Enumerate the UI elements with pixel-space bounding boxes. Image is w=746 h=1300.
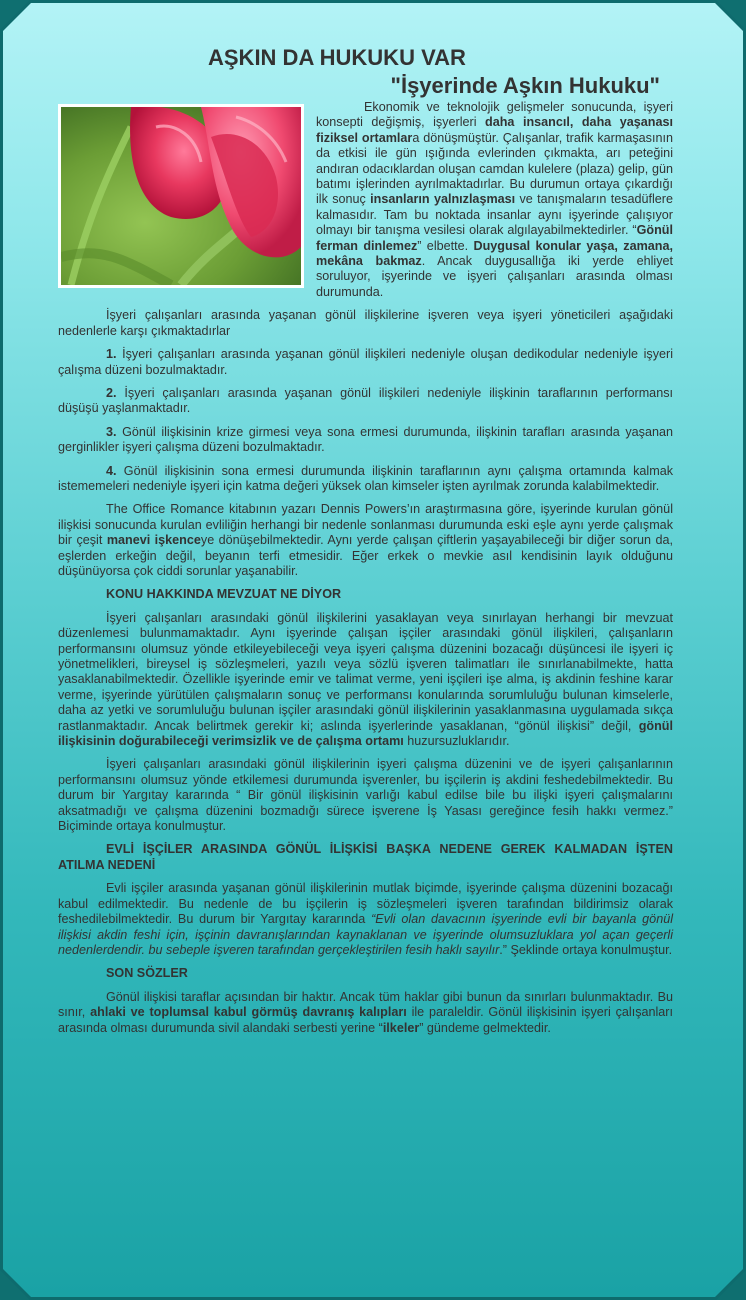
page-subtitle: "İşyerinde Aşkın Hukuku" — [390, 73, 660, 98]
emphasis-text: ilkeler — [382, 1020, 420, 1035]
reason-text: Gönül ilişkisinin krize girmesi veya sona ermesi durumunda, ilişkinin tarafları arasında yaşanan gerginlikler işyeri çalışma düzeni bozulmaktadır. — [58, 424, 673, 455]
emphasis-text: manevi işkence — [106, 533, 201, 548]
reason-text: Gönül ilişkisinin sona ermesi durumunda ilişkinin taraflarının aynı çalışma ortamında kalmak istememeleri nedeniyle işyeri için katma değeri yüksek olan kimseler işten ayrılmak zorunda kalabilmektedir. — [58, 463, 673, 493]
office-romance-paragraph — [58, 502, 673, 579]
section-heading-son: SON SÖZLER — [106, 966, 188, 981]
text-run: Gönül ilişkisi taraflar açısından bir haktır. Ancak tüm haklar gibi bunun da sınırları bulunmaktadır. Bu sınır, — [58, 989, 673, 1020]
evli-paragraph — [58, 881, 673, 958]
rose-image — [61, 107, 301, 285]
text-run: ile paraleldir. Gönül ilişkisinin işyeri çalışanları arasında olması durumunda sivil alandaki serbesti yerine “ — [58, 1005, 673, 1035]
son-paragraph — [58, 990, 673, 1036]
text-run: .” Şeklinde ortaya konulmuştur. — [499, 942, 673, 957]
emphasis-text: insanların yalnızlaşması — [370, 192, 516, 207]
text-run: a dönüşmüştür. Çalışanlar, trafik karmaşasının da etkisi ile gün ışığında evlerinden çıkmakta, arı peteğini andıran odacıklardan oluşan camdan kulelere (plaza) gelip, gün batımı işlerinden ayrılmaktadırlar. Bu durumun ortaya çıkardığı ilk sonuç — [316, 130, 673, 207]
reason-item — [58, 386, 673, 417]
yargitay-paragraph: İşyeri çalışanları arasındaki gönül ilişkilerinin işyeri çalışma düzenini ve de işyeri çalışanlarının performansını olumsuz yönde etkilemesi durumunda işverenler, bu işçilerin iş akdini feshedebilmektedir. Bu durum bir Yargıtay kararında “ Bir gönül ilişkisinin varlığı kabul edilse bile bu ilişki işyeri çalışmalarını aksatmadığı ve çalışma düzenini bozmadığı sürece işverene İş Yasası gereğince fesih hakkı vermez.” Biçiminde ortaya konulmuştur. — [58, 757, 673, 834]
page-title: AŞKIN DA HUKUKU VAR — [208, 45, 466, 70]
reason-item — [58, 347, 673, 378]
text-run: ” gündeme gelmektedir. — [419, 1020, 551, 1035]
emphasis-text: ahlaki ve toplumsal kabul görmüş davranış kalıpları — [90, 1005, 407, 1020]
reason-number: 2. — [106, 385, 117, 400]
text-run: ye dönüşebilmektedir. Aynı yerde çalışan çiftlerin yaşayabileceği bir diğer sorun da, eşlerden erkeğin değil, beyanın terfi etmesidir. Eğer erkek o mevkie asıl kendisinin layık olduğunu düşünüyorsa çok ciddi sorunlar yaşanabilir. — [58, 533, 673, 578]
reasons-list — [58, 347, 673, 494]
text-run: İşyeri çalışanları arasındaki gönül ilişkilerini yasaklayan veya sınırlayan herhangi bir mevzuat düzenlemesi bulunmamaktadır. Aynı işyerinde çalışan işçiler arasındaki gönül ilişkileri, çalışanların performansını olumsuz yönde etkileyebileceği veya işyeri çalışma düzenini bozacağı düşüncesi ile işyeri iç yönetmelikleri, bireysel iş sözleşmeleri, yazılı veya sözlü işveren talimatları ile sınırlanabilmekte, hatta yasaklanabilmektedir. Özellikle işyerinde emir ve talimat verme, yeni işçileri işe alma, iş akdinin feshine karar verme, işyerinde yürütülen çalışmaların sonuç ve performansı konularında sorumluluğu bulunan kimselerle, daha az yetki ve sorumluluğu bulunan işçiler arasındaki gönül ilişkilerinin yasaklanmasına uygulamada sıkça rastlanmaktadır. Ancak belirtmek gerekir ki; aslında işyerlerinde yasaklanan, “gönül ilişkisi” değil, — [58, 610, 673, 733]
reason-number: 4. — [106, 463, 117, 478]
emphasis-text: gönül ilişkisinin doğurabileceği verimsizlik ve de çalışma ortamı — [58, 718, 673, 749]
reason-text: İşyeri çalışanları arasında yaşanan gönül ilişkileri nedeniyle ilişkinin taraflarının performansı düşüşü yaşlanmaktadır. — [58, 385, 673, 416]
text-run: The Office Romance kitabının yazarı Dennis Powers’ın araştırmasına göre, işyerinde kurulan gönül ilişkisi sonucunda kurulan evliliğin herhangi bir nedenle sonlanması durumunda eski eşle aynı yerde çalışmak bir çeşit — [58, 502, 673, 548]
reason-number: 1. — [106, 347, 117, 362]
mevzuat-paragraph — [58, 611, 673, 750]
rose-photo — [58, 104, 304, 288]
objection-intro: İşyeri çalışanları arasında yaşanan gönül ilişkilerine işveren veya işyeri yöneticileri aşağıdaki nedenlerle karşı çıkmaktadırlar — [58, 308, 673, 338]
section-heading-evli: EVLİ İŞÇİLER ARASINDA GÖNÜL İLİŞKİSİ BAŞKA NEDENE GEREK KALMADAN İŞTEN ATILMA NEDENİ — [58, 842, 673, 872]
text-run: Evli işçiler arasında yaşanan gönül ilişkilerinin mutlak biçimde, işyerinde çalışma düzenini bozacağı kabul edilmektedir. Bu nedenle de bu işçilerin iş sözleşmeleri işveren tarafından bildirimsiz olarak feshedilebilmektedir. Bu durum bir Yargıtay kararında — [58, 881, 673, 927]
text-run: huzursuzluklarıdır. — [403, 734, 510, 749]
section-heading-mevzuat: KONU HAKKINDA MEVZUAT NE DİYOR — [106, 587, 342, 602]
text-run: ” elbette. — [417, 238, 474, 253]
quoted-text: “Evli olan davacının işyerinde evli bir bayanla gönül ilişkisi akdin feshi için, işçinin davranışlarından kaynaklanan ve işyerinde olumsuzluklara yol açan geçerli nedenlerdendir. bu sebeple işveren tarafından gerçekleştirilen fesih haklı sayılır — [58, 912, 673, 957]
reason-number: 3. — [106, 424, 117, 439]
emphasis-text: Duygusal konular yaşa, zamana, mekâna bakmaz — [316, 238, 673, 269]
article — [58, 44, 673, 1044]
text-run: Ekonomik ve teknolojik gelişmeler sonucunda, işyeri konsepti değişmiş, işyerleri — [316, 100, 673, 130]
text-run: ve tanışmaların tesadüflere kalmasıdır. Tam bu noktada insanlar aynı işyerinde çalışıyor olmayı bir tanışma vesilesi olarak algılayabilmektedirler. “ — [316, 192, 674, 238]
reason-item — [58, 425, 673, 456]
reason-text: İşyeri çalışanları arasında yaşanan gönül ilişkileri nedeniyle oluşan dedikodular nedeniyle işyeri çalışma düzeni bozulmaktadır. — [58, 347, 673, 377]
reason-item — [58, 464, 673, 495]
emphasis-text: daha insancıl, daha yaşanası fiziksel ortamlar — [316, 115, 673, 145]
text-run: . Ancak duygusallığa iki yerde ehliyet soruluyor, işyerinde ve işyeri çalışanları arasında olması durumunda. — [316, 254, 673, 299]
emphasis-text: Gönül ferman dinlemez — [316, 223, 673, 253]
